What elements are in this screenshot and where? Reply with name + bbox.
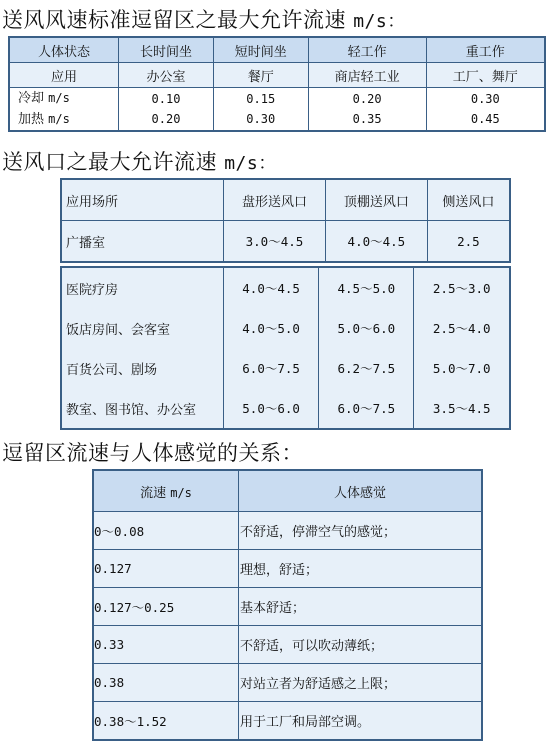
value-cell bbox=[213, 88, 308, 132]
value-cell bbox=[308, 88, 426, 132]
table-row bbox=[93, 550, 482, 588]
table-row bbox=[9, 88, 545, 132]
table-row bbox=[61, 388, 510, 429]
cool-value: 0.20 bbox=[352, 92, 382, 106]
value-cell: 2.5～4.0 bbox=[414, 308, 510, 348]
value-cell: 6.0～7.5 bbox=[224, 348, 319, 388]
table-row bbox=[93, 512, 482, 550]
place-cell: 教室、图书馆、办公室 bbox=[61, 388, 224, 429]
header-cell: 侧送风口 bbox=[427, 179, 510, 221]
header-cell: 应用场所 bbox=[61, 179, 224, 221]
cool-value: 0.10 bbox=[151, 92, 181, 106]
table-header-row bbox=[93, 470, 482, 512]
heating-label: 加热 bbox=[18, 112, 45, 127]
value-cell: 6.0～7.5 bbox=[319, 388, 414, 429]
value-cell: 4.0～5.0 bbox=[224, 308, 319, 348]
feel-cell: 不舒适，可以吹动薄纸； bbox=[239, 626, 483, 664]
table-row bbox=[93, 702, 482, 741]
section2-title: 送风口之最大允许流速 bbox=[2, 150, 217, 174]
header-cell: 长时间坐 bbox=[119, 37, 214, 63]
value-cell: 2.5 bbox=[427, 221, 510, 263]
value-cell: 3.0～4.5 bbox=[224, 221, 326, 263]
feel-cell: 理想，舒适； bbox=[239, 550, 483, 588]
header-speed-unit: m/s bbox=[170, 485, 192, 500]
table-row bbox=[61, 348, 510, 388]
value-cell: 4.5～5.0 bbox=[319, 267, 414, 308]
speed-cell: 0.38～1.52 bbox=[93, 702, 239, 741]
place-cell: 饭店房间、会客室 bbox=[61, 308, 224, 348]
value-cell: 4.0～4.5 bbox=[325, 221, 427, 263]
subheader-cell: 办公室 bbox=[119, 63, 214, 88]
table-row bbox=[93, 664, 482, 702]
place-cell: 广播室 bbox=[61, 221, 224, 263]
subheader-cell: 餐厅 bbox=[213, 63, 308, 88]
header-cell-feel: 人体感觉 bbox=[239, 470, 483, 512]
table-subheader-row bbox=[9, 63, 545, 88]
header-speed-label: 流速 bbox=[140, 485, 167, 501]
table-header-row bbox=[9, 37, 545, 63]
section2-unit: m/s： bbox=[224, 153, 277, 174]
table-row bbox=[61, 267, 510, 308]
cool-value: 0.15 bbox=[246, 92, 276, 106]
outlet-speed-table-top bbox=[60, 178, 511, 263]
header-cell-speed bbox=[93, 470, 239, 512]
section1-heading bbox=[2, 4, 406, 34]
cool-value: 0.30 bbox=[470, 92, 500, 106]
feel-cell: 用于工厂和局部空调。 bbox=[239, 702, 483, 741]
cooling-label: 冷却 bbox=[18, 91, 45, 106]
subheader-cell: 工厂、舞厅 bbox=[426, 63, 545, 88]
table-header-row bbox=[61, 179, 510, 221]
speed-cell: 0.33 bbox=[93, 626, 239, 664]
table-row bbox=[93, 588, 482, 626]
heating-unit: m/s bbox=[48, 112, 70, 126]
feel-cell: 基本舒适； bbox=[239, 588, 483, 626]
value-cell: 2.5～3.0 bbox=[414, 267, 510, 308]
place-cell: 百货公司、剧场 bbox=[61, 348, 224, 388]
row-label-cell bbox=[9, 88, 119, 132]
table-row bbox=[61, 308, 510, 348]
section2-heading bbox=[2, 146, 277, 176]
feel-cell: 对站立者为舒适感之上限； bbox=[239, 664, 483, 702]
value-cell bbox=[426, 88, 545, 132]
speed-cell: 0.38 bbox=[93, 664, 239, 702]
value-cell: 6.2～7.5 bbox=[319, 348, 414, 388]
header-cell: 轻工作 bbox=[308, 37, 426, 63]
speed-cell: 0.127 bbox=[93, 550, 239, 588]
header-cell: 盘形送风口 bbox=[224, 179, 326, 221]
outlet-speed-table-bottom bbox=[60, 266, 511, 430]
section1-title: 送风风速标准逗留区之最大允许流速 bbox=[2, 8, 346, 32]
table-row bbox=[93, 626, 482, 664]
speed-cell: 0～0.08 bbox=[93, 512, 239, 550]
subheader-cell: 应用 bbox=[9, 63, 119, 88]
speed-cell: 0.127～0.25 bbox=[93, 588, 239, 626]
cooling-unit: m/s bbox=[48, 91, 70, 105]
value-cell: 3.5～4.5 bbox=[414, 388, 510, 429]
feel-cell: 不舒适，停滞空气的感觉； bbox=[239, 512, 483, 550]
section3-title: 逗留区流速与人体感觉的关系： bbox=[2, 441, 303, 465]
value-cell: 4.0～4.5 bbox=[224, 267, 319, 308]
value-cell bbox=[119, 88, 214, 132]
heat-value: 0.30 bbox=[246, 112, 276, 126]
place-cell: 医院疗房 bbox=[61, 267, 224, 308]
speed-sensation-table bbox=[92, 469, 483, 741]
section3-heading bbox=[2, 437, 303, 467]
table-row bbox=[61, 221, 510, 263]
header-cell: 顶棚送风口 bbox=[325, 179, 427, 221]
subheader-cell: 商店轻工业 bbox=[308, 63, 426, 88]
header-cell: 重工作 bbox=[426, 37, 545, 63]
max-speed-by-activity-table bbox=[8, 36, 546, 132]
value-cell: 5.0～6.0 bbox=[319, 308, 414, 348]
value-cell: 5.0～6.0 bbox=[224, 388, 319, 429]
heat-value: 0.35 bbox=[352, 112, 382, 126]
header-cell: 短时间坐 bbox=[213, 37, 308, 63]
header-cell: 人体状态 bbox=[9, 37, 119, 63]
value-cell: 5.0～7.0 bbox=[414, 348, 510, 388]
heat-value: 0.45 bbox=[470, 112, 500, 126]
section1-unit: m/s： bbox=[353, 11, 406, 32]
heat-value: 0.20 bbox=[151, 112, 181, 126]
